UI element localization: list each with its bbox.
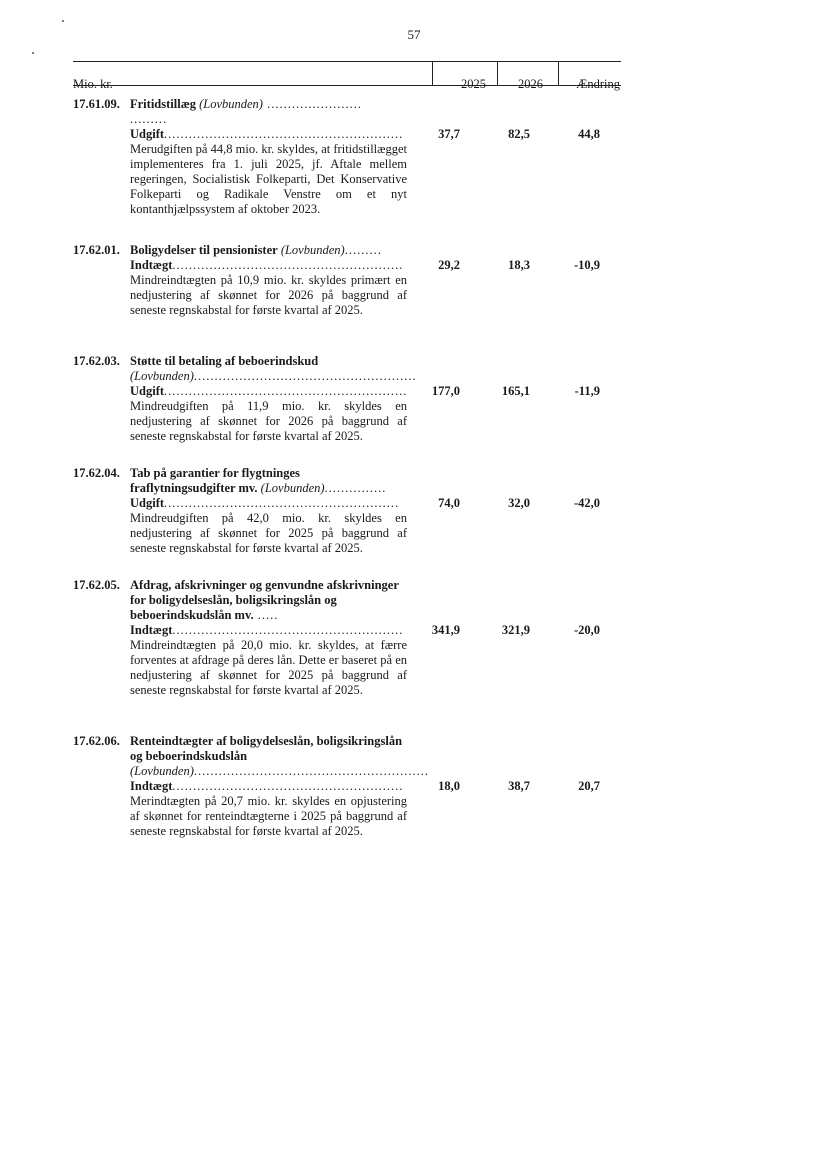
entry-code: 17.62.06. [73, 734, 120, 748]
value-2026: 321,9 [501, 623, 530, 637]
entry-title-italic: (Lovbunden) [280, 243, 345, 257]
value-2026: 82,5 [508, 127, 530, 141]
entry-code: 17.62.05. [73, 578, 120, 592]
entry-code: 17.61.09. [73, 97, 120, 111]
budget-entry: 17.62.04. Tab på garantier for flygtninges fraflytningsudgifter mv. (Lovbunden)............... Udgift......................................................... 74,0 32,0 -42,0 Mindreudgiften på 42,0 mio. kr. skyldes en nedjustering af skønnet for 2025 på baggrund af seneste regnskabstal for første kvartal af 2025. [73, 466, 600, 555]
value-2025: 18,0 [438, 779, 460, 793]
value-2026: 38,7 [508, 779, 530, 793]
entry-title-bold: Renteindtægter af boligydelseslån, boligsikringslån og beboerindskudslån [130, 734, 403, 763]
entry-label: Udgift [130, 384, 165, 398]
budget-entry: 17.62.06. Renteindtægter af boligydelseslån, boligsikringslån og beboerindskudslån (Lovbunden)......................................................... Indtægt........................................................ 18,0 38,7 20,7 Merindtægten på 20,7 mio. kr. skyldes en opjustering af skønnet for renteindtægterne i 2025 på baggrund af seneste regnskabstal for første kvartal af 2025. [73, 734, 600, 838]
value-2025: 74,0 [438, 496, 460, 510]
entry-description: Merindtægten på 20,7 mio. kr. skyldes en opjustering af skønnet for renteindtægterne i 2025 på baggrund af seneste regnskabstal for første kvartal af 2025. [130, 794, 407, 838]
unit-label: Mio. kr. [73, 77, 113, 91]
entry-description: Mindreudgiften på 42,0 mio. kr. skyldes en nedjustering af skønnet for 2025 på baggrund af seneste regnskabstal for første kvartal af 2025. [130, 511, 407, 555]
column-header-2026: 2026 [518, 77, 543, 91]
entry-label: Indtægt [130, 258, 173, 272]
entry-title: Afdrag, afskrivninger og genvundne afskrivninger for boligydelseslån, boligsikringslån og beboerindskudslån mv. ..... [130, 578, 399, 622]
entry-description: Mindreudgiften på 11,9 mio. kr. skyldes en nedjustering af skønnet for 2026 på baggrund af seneste regnskabstal for første kvartal af 2025. [130, 399, 407, 443]
value-2025: 177,0 [431, 384, 460, 398]
scan-speck [62, 20, 64, 22]
page-number: 57 [407, 27, 421, 42]
entry-description: Mindreindtægten på 10,9 mio. kr. skyldes primært en nedjustering af skønnet for 2026 på baggrund af seneste regnskabstal for første kvartal af 2025. [130, 273, 407, 317]
entry-title-bold: Afdrag, afskrivninger og genvundne afskrivninger for boligydelseslån, boligsikringslån og beboerindskudslån mv. [130, 578, 399, 622]
entry-code: 17.62.04. [73, 466, 120, 480]
column-header-2025: 2025 [461, 77, 486, 91]
budget-entry: 17.61.09. Fritidstillæg (Lovbunden) ....................... ......... Udgift.......................................................... 37,7 82,5 44,8 Merudgiften på 44,8 mio. kr. skyldes, at fritidstillægget implementeres fra 1. juli 2025, jf. Aftale mellem regeringen, Socialistisk Folkeparti, Det Konservative Folkeparti og Radikale Venstre om et nyt kontanthjælpssystem af oktober 2023. [73, 97, 600, 216]
entry-title-italic: (Lovbunden) [130, 764, 194, 778]
entry-title-italic: (Lovbunden) [260, 481, 325, 495]
column-separator [558, 61, 559, 85]
value-2025: 29,2 [438, 258, 460, 272]
entry-description: Merudgiften på 44,8 mio. kr. skyldes, at fritidstillægget implementeres fra 1. juli 2025, jf. Aftale mellem regeringen, Socialistisk Folkeparti, Det Konservative Folkeparti og Radikale Venstre om et nyt kontanthjælpssystem af oktober 2023. [130, 142, 407, 216]
scan-speck [32, 52, 34, 54]
value-2026: 18,3 [508, 258, 530, 272]
column-header-change: Ændring [576, 77, 620, 91]
value-change: -10,9 [573, 258, 600, 272]
entry-title: Boligydelser til pensionister (Lovbunden)......... [130, 243, 382, 257]
value-change: -42,0 [573, 496, 600, 510]
entry-code: 17.62.01. [73, 243, 120, 257]
value-2025: 37,7 [438, 127, 460, 141]
entry-code: 17.62.03. [73, 354, 120, 368]
value-2025: 341,9 [431, 623, 460, 637]
entry-title-bold: Støtte til betaling af beboerindskud [130, 354, 319, 368]
entry-title-bold: Tab på garantier for flygtninges fraflytningsudgifter mv. [130, 466, 300, 495]
value-change: 44,8 [578, 127, 600, 141]
entry-label: Indtægt [130, 623, 173, 637]
value-2026: 165,1 [501, 384, 530, 398]
entry-title-italic: (Lovbunden) [130, 369, 194, 383]
entry-title: Fritidstillæg (Lovbunden) ....................... ......... [130, 97, 362, 126]
entry-title: Støtte til betaling af beboerindskud (Lovbunden)...................................................... [130, 354, 417, 383]
table-header-top-rule [73, 61, 621, 62]
entry-label: Udgift [130, 127, 165, 141]
value-change: 20,7 [578, 779, 600, 793]
budget-entry: 17.62.05. Afdrag, afskrivninger og genvundne afskrivninger for boligydelseslån, boligsikringslån og beboerindskudslån mv. ..... Indtægt........................................................ 341,9 321,9 -20,0 Mindreindtægten på 20,0 mio. kr. skyldes, at færre forventes at afdrage på deres lån. Dette er baseret på en nedjustering af skønnet for 2025 på baggrund af seneste regnskabstal for første kvartal af 2025. [73, 578, 600, 697]
entry-label: Udgift [130, 496, 165, 510]
entry-title-bold: Boligydelser til pensionister [130, 243, 278, 257]
entry-title-bold: Fritidstillæg [130, 97, 196, 111]
entry-title-italic: (Lovbunden) [199, 97, 263, 111]
value-change: -11,9 [574, 384, 600, 398]
entry-title: Renteindtægter af boligydelseslån, boligsikringslån og beboerindskudslån (Lovbunden)......................................................... [130, 734, 429, 778]
budget-entry: 17.62.01. Boligydelser til pensionister (Lovbunden)......... Indtægt........................................................ 29,2 18,3 -10,9 Mindreindtægten på 10,9 mio. kr. skyldes primært en nedjustering af skønnet for 2026 på baggrund af seneste regnskabstal for første kvartal af 2025. [73, 243, 600, 317]
entry-description: Mindreindtægten på 20,0 mio. kr. skyldes, at færre forventes at afdrage på deres lån. Dette er baseret på en nedjustering af skønnet for 2025 på baggrund af seneste regnskabstal for første kvartal af 2025. [130, 638, 407, 697]
value-2026: 32,0 [508, 496, 530, 510]
entry-title: Tab på garantier for flygtninges fraflytningsudgifter mv. (Lovbunden)............... [130, 466, 387, 495]
budget-entry: 17.62.03. Støtte til betaling af beboerindskud (Lovbunden)...................................................... Udgift........................................................... 177,0 165,1 -11,9 Mindreudgiften på 11,9 mio. kr. skyldes en nedjustering af skønnet for 2026 på baggrund af seneste regnskabstal for første kvartal af 2025. [73, 354, 600, 443]
entry-label: Indtægt [130, 779, 173, 793]
value-change: -20,0 [573, 623, 600, 637]
